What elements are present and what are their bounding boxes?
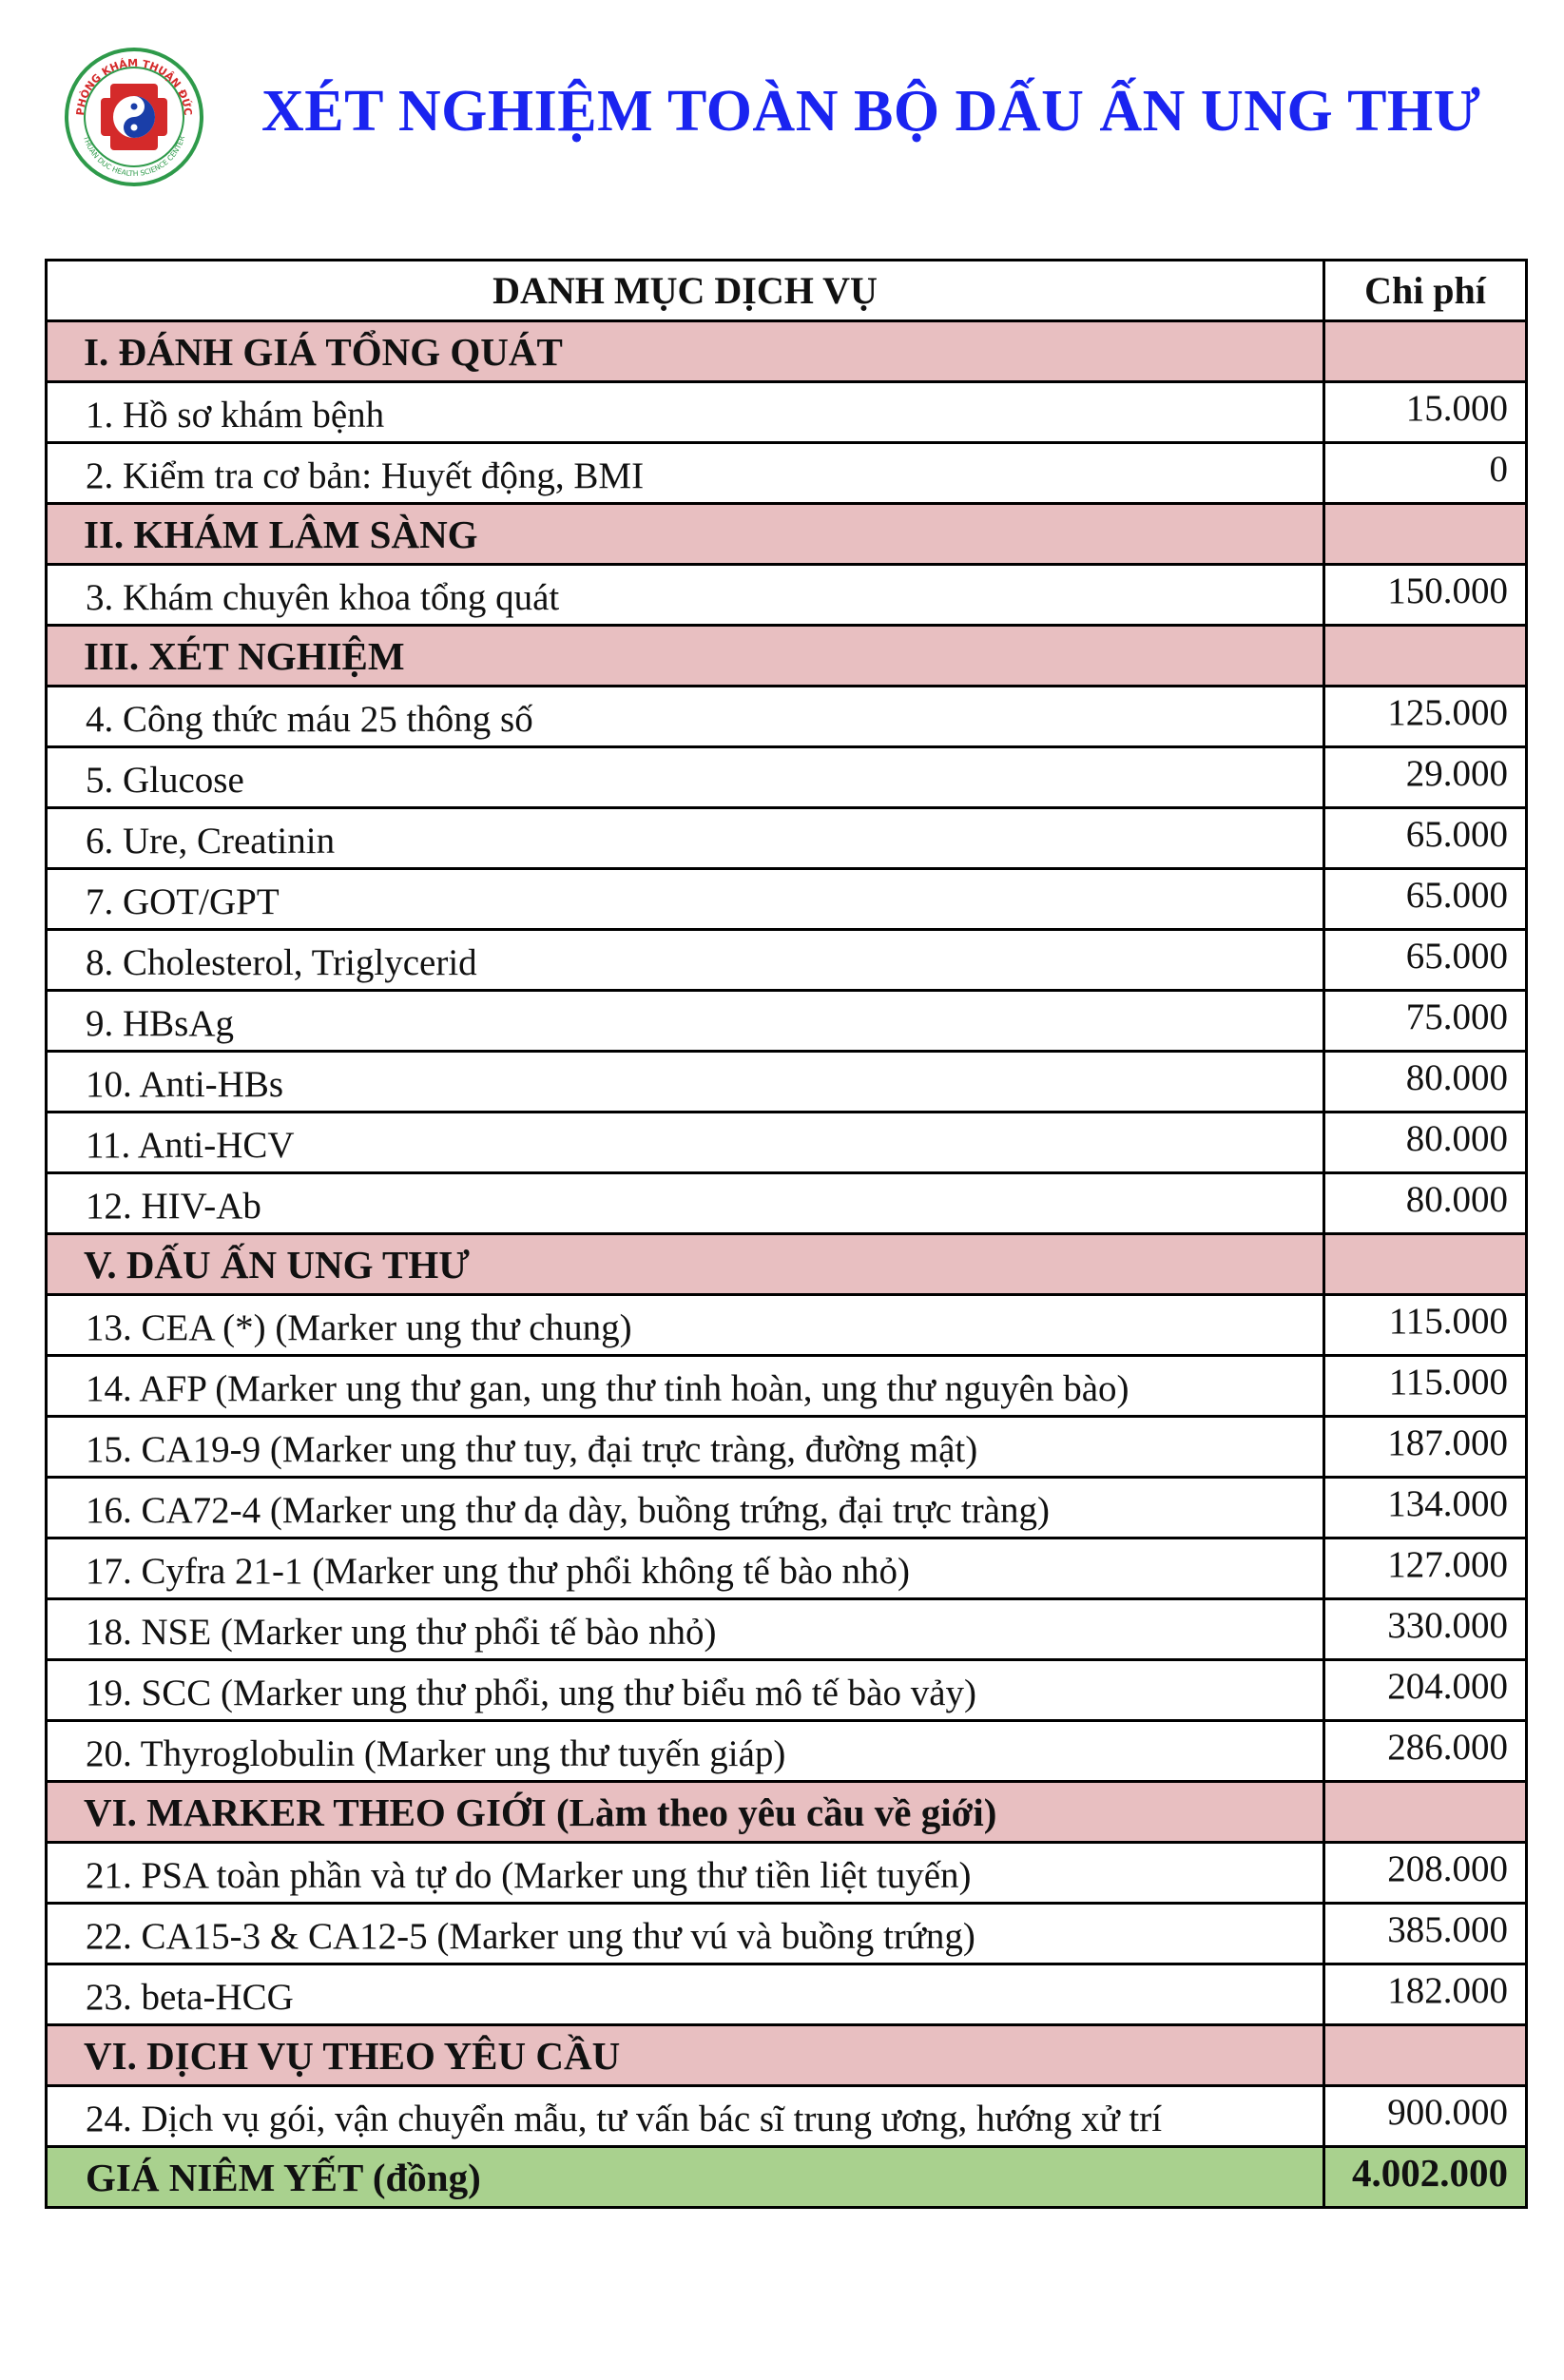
service-name: 8. Cholesterol, Triglycerid: [47, 930, 1324, 991]
service-name: 20. Thyroglobulin (Marker ung thư tuyến giáp): [47, 1721, 1324, 1782]
service-cost: 0: [1324, 443, 1527, 504]
service-name: 11. Anti-HCV: [47, 1113, 1324, 1173]
table-row: [47, 1113, 1527, 1173]
service-cost: 127.000: [1324, 1538, 1527, 1599]
service-name: 22. CA15-3 & CA12-5 (Marker ung thư vú và buồng trứng): [47, 1904, 1324, 1964]
table-row: [47, 808, 1527, 869]
service-cost: 385.000: [1324, 1904, 1527, 1964]
table-row: [47, 1356, 1527, 1417]
service-cost: 330.000: [1324, 1599, 1527, 1660]
service-name: 14. AFP (Marker ung thư gan, ung thư tinh hoàn, ung thư nguyên bào): [47, 1356, 1324, 1417]
table-row: [47, 1904, 1527, 1964]
page-header: [0, 0, 1564, 247]
service-name: 5. Glucose: [47, 747, 1324, 808]
total-cost: 4.002.000: [1324, 2147, 1527, 2208]
total-label: GIÁ NIÊM YẾT (đồng): [47, 2147, 1324, 2208]
service-name: 9. HBsAg: [47, 991, 1324, 1052]
table-row: [47, 382, 1527, 443]
clinic-logo-icon: [63, 46, 205, 188]
service-name: 6. Ure, Creatinin: [47, 808, 1324, 869]
service-cost: 187.000: [1324, 1417, 1527, 1478]
section-row: [47, 321, 1527, 382]
page-title: XÉT NGHIỆM TOÀN BỘ DẤU ẤN UNG THƯ: [261, 79, 1481, 144]
service-name: 23. beta-HCG: [47, 1964, 1324, 2025]
section-title: V. DẤU ẤN UNG THƯ: [47, 1234, 1324, 1295]
cost-column-header: Chi phí: [1324, 261, 1527, 321]
service-cost: 115.000: [1324, 1295, 1527, 1356]
service-cost: [1324, 626, 1527, 687]
service-name: 2. Kiểm tra cơ bản: Huyết động, BMI: [47, 443, 1324, 504]
service-cost: 150.000: [1324, 565, 1527, 626]
section-title: II. KHÁM LÂM SÀNG: [47, 504, 1324, 565]
service-cost: [1324, 1782, 1527, 1843]
service-cost: 900.000: [1324, 2086, 1527, 2147]
service-cost: 65.000: [1324, 930, 1527, 991]
section-title: I. ĐÁNH GIÁ TỔNG QUÁT: [47, 321, 1324, 382]
service-name: 24. Dịch vụ gói, vận chuyển mẫu, tư vấn bác sĩ trung ương, hướng xử trí: [47, 2086, 1324, 2147]
table-row: [47, 869, 1527, 930]
svg-text:PHÒNG KHÁM THUẬN ĐỨC: PHÒNG KHÁM THUẬN ĐỨC: [73, 56, 195, 117]
service-cost: 182.000: [1324, 1964, 1527, 2025]
service-name: 15. CA19-9 (Marker ung thư tuy, đại trực tràng, đường mật): [47, 1417, 1324, 1478]
service-cost: 125.000: [1324, 687, 1527, 747]
service-name: 13. CEA (*) (Marker ung thư chung): [47, 1295, 1324, 1356]
service-cost: 29.000: [1324, 747, 1527, 808]
service-cost: 286.000: [1324, 1721, 1527, 1782]
section-title: III. XÉT NGHIỆM: [47, 626, 1324, 687]
total-row: [47, 2147, 1527, 2208]
table-row: [47, 747, 1527, 808]
table-header-row: [47, 261, 1527, 321]
section-title: VI. DỊCH VỤ THEO YÊU CẦU: [47, 2025, 1324, 2086]
service-cost: 208.000: [1324, 1843, 1527, 1904]
table-row: [47, 930, 1527, 991]
table-row: [47, 1964, 1527, 2025]
service-cost: [1324, 1234, 1527, 1295]
section-row: [47, 626, 1527, 687]
service-name: 18. NSE (Marker ung thư phổi tế bào nhỏ): [47, 1599, 1324, 1660]
service-column-header: DANH MỤC DỊCH VỤ: [47, 261, 1324, 321]
table-row: [47, 2086, 1527, 2147]
table-row: [47, 991, 1527, 1052]
service-cost: [1324, 504, 1527, 565]
service-name: 16. CA72-4 (Marker ung thư dạ dày, buồng trứng, đại trực tràng): [47, 1478, 1324, 1538]
service-cost: 80.000: [1324, 1113, 1527, 1173]
service-cost: 65.000: [1324, 808, 1527, 869]
service-cost: 204.000: [1324, 1660, 1527, 1721]
table-row: [47, 687, 1527, 747]
service-cost: [1324, 321, 1527, 382]
section-title: VI. MARKER THEO GIỚI (Làm theo yêu cầu về giới): [47, 1782, 1324, 1843]
section-row: [47, 504, 1527, 565]
service-cost: 115.000: [1324, 1356, 1527, 1417]
service-cost: 15.000: [1324, 382, 1527, 443]
service-cost: [1324, 2025, 1527, 2086]
service-name: 12. HIV-Ab: [47, 1173, 1324, 1234]
section-row: [47, 1234, 1527, 1295]
service-cost: 134.000: [1324, 1478, 1527, 1538]
service-name: 1. Hồ sơ khám bệnh: [47, 382, 1324, 443]
price-table: [45, 259, 1528, 2209]
service-name: 3. Khám chuyên khoa tổng quát: [47, 565, 1324, 626]
table-row: [47, 1721, 1527, 1782]
service-cost: 75.000: [1324, 991, 1527, 1052]
table-row: [47, 1843, 1527, 1904]
table-row: [47, 443, 1527, 504]
service-name: 19. SCC (Marker ung thư phổi, ung thư biểu mô tế bào vảy): [47, 1660, 1324, 1721]
section-row: [47, 2025, 1527, 2086]
table-row: [47, 1538, 1527, 1599]
table-row: [47, 1052, 1527, 1113]
service-cost: 80.000: [1324, 1173, 1527, 1234]
svg-text:THUAN DUC HEALTH SCIENCE CENTE: THUAN DUC HEALTH SCIENCE CENTER: [81, 134, 187, 179]
service-name: 4. Công thức máu 25 thông số: [47, 687, 1324, 747]
table-row: [47, 565, 1527, 626]
table-row: [47, 1660, 1527, 1721]
service-cost: 65.000: [1324, 869, 1527, 930]
service-name: 10. Anti-HBs: [47, 1052, 1324, 1113]
table-row: [47, 1599, 1527, 1660]
service-cost: 80.000: [1324, 1052, 1527, 1113]
table-row: [47, 1173, 1527, 1234]
service-name: 21. PSA toàn phần và tự do (Marker ung thư tiền liệt tuyến): [47, 1843, 1324, 1904]
table-row: [47, 1295, 1527, 1356]
section-row: [47, 1782, 1527, 1843]
service-name: 17. Cyfra 21-1 (Marker ung thư phổi không tế bào nhỏ): [47, 1538, 1324, 1599]
table-row: [47, 1417, 1527, 1478]
service-name: 7. GOT/GPT: [47, 869, 1324, 930]
table-row: [47, 1478, 1527, 1538]
